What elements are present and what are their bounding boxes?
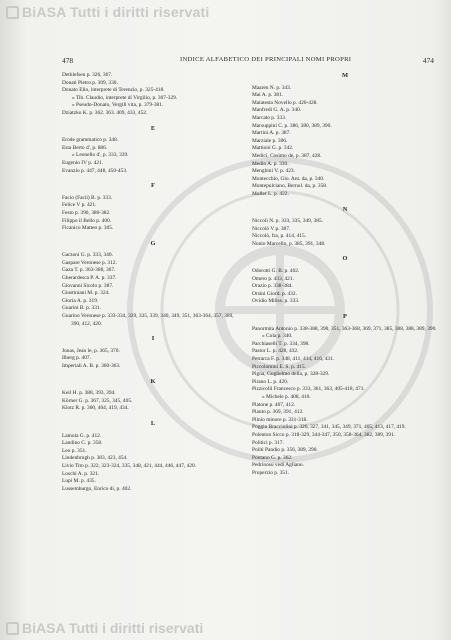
index-entry: Polenton Sicco p. 318-329, 344-347, 350, 358-364, 382, 389, 391. <box>252 431 395 438</box>
index-entry: Jonas, Jean le, p. 365, 370. <box>62 347 120 354</box>
section-letter: O <box>342 255 348 263</box>
index-entry: Imperiali A. B. p. 360-363. <box>62 363 121 369</box>
index-entry: Lussemburgo, Enrico di, p. 402. <box>62 485 132 492</box>
index-entry: Parchiaselli T. p. 334, 398. <box>252 340 310 347</box>
index-entry: Erode grammatico p. 348. <box>62 137 119 144</box>
index-entry: Körner G. p. 367, 325, 345, 405. <box>62 397 133 404</box>
index-column-left <box>62 72 244 493</box>
index-entry: Evanzio p. 447, 448, 450-453. <box>62 167 128 174</box>
index-entry: Medin A. p. 330. <box>252 160 289 167</box>
index-entry: Politi Pandio p. 356, 389, 390. <box>252 447 318 454</box>
index-entry: Petrarca F. p. 348, 411, 414, 416, 431. <box>252 356 335 362</box>
index-entry: Muller L. p. 422. <box>252 190 289 197</box>
index-entry: Marsuppini C. p. 386, 380, 389, 390. <box>252 122 332 129</box>
index-entry: Pontano G. p. 362. <box>252 454 293 461</box>
index-entry: Poggio Bracciolini p. 326, 327, 341, 345, 349, 371, 405, 413, 417, 419. <box>252 424 406 431</box>
library-logo-icon <box>6 6 19 19</box>
index-entry: Medici, Cosimo de, p. 387, 428. <box>252 152 322 159</box>
index-entry: Facio (Facii) B. p. 333. <box>62 194 113 201</box>
index-entry: Landino C. p. 358. <box>62 440 103 447</box>
index-column-right <box>252 72 438 478</box>
index-entry: Ilberg p. 407. <box>62 355 91 362</box>
index-entry: Gaspare Veronese p. 312. <box>62 259 117 266</box>
index-entry: Platone p. 407, 412. <box>252 401 296 408</box>
index-entry: Montecchio, Gio. Ant. da, p. 340. <box>252 175 325 182</box>
section-letter: L <box>150 419 156 427</box>
index-entry: » Pseudo-Donato, Vergili vita, p. 379-381. <box>72 102 164 109</box>
index-entry: Panormita Antonio p. 338-388, 390, 351, 363-368, 369, 371, 385, 388, 388, 389, 390. <box>252 325 437 332</box>
index-entry: Niccolò, fra, p. 414, 415. <box>252 233 307 240</box>
index-entry: Plinio minore p. 331-318. <box>252 416 308 423</box>
section-letter: I <box>151 335 155 343</box>
section-letter: K <box>150 377 156 385</box>
index-entry: » Michele p. 408, 410. <box>262 393 311 400</box>
section-letter: F <box>151 182 155 190</box>
index-entry: Montepulciano, Bernol. da, p. 358. <box>252 183 328 190</box>
page-number-left: 478 <box>62 56 74 65</box>
section-letter: E <box>150 124 156 132</box>
index-entry: Garzoni G. p. 333, 340. <box>62 252 113 259</box>
index-entry: Felice V p. 421. <box>62 202 97 209</box>
index-entry: Lupi M. p. 435. <box>62 478 96 485</box>
index-entry: Guarini B. p. 331. <box>62 305 101 312</box>
index-entry: Giovanni Sicolo p. 387. <box>62 282 114 289</box>
index-entry: Ficanico Matteo p. 305. <box>62 225 114 232</box>
running-header <box>62 56 434 68</box>
index-entry: Gherardesca P. A. p. 337. <box>62 275 117 282</box>
index-entry: Pedrinosu vedi Agliano. <box>252 462 304 469</box>
index-entry: Maaren N. p. 343. <box>252 84 292 91</box>
index-entry: Plauto p. 369, 391, 412. <box>252 409 304 416</box>
index-entry: Gaza T. p. 363-388, 367. <box>62 267 116 274</box>
index-entry: Guarino Veronese p. 333-334, 339, 335, 339, 340, 349, 351, 363-364, 357, 389, 390, 412, 420. <box>62 313 234 327</box>
index-entry: Pigna, Guglielmo della, p. 328-329. <box>252 371 330 378</box>
index-entry: Properzio p. 351. <box>252 469 290 476</box>
index-entry: Klotz R. p. 300, 404, 419, 434. <box>62 405 129 412</box>
index-entry: Eugenio IV p. 421. <box>62 159 104 166</box>
index-entry: Lindenbrugh p. 383, 423, 454. <box>62 455 128 462</box>
index-entry: Leo p. 351. <box>62 447 87 454</box>
watermark-bottom: BiASA Tutti i diritti riservati <box>6 620 203 636</box>
index-entry: Manfredi G. A. p. 340. <box>252 107 302 114</box>
index-entry: Donato Elio, interprete di Terenzio, p. 325-418. <box>62 87 165 94</box>
section-letter: M <box>341 72 349 79</box>
page-number-right: 474 <box>422 56 434 65</box>
index-entry: Politici p. 317. <box>252 439 284 446</box>
section-letter: P <box>343 313 347 321</box>
library-logo-icon <box>6 622 19 635</box>
index-entry: Pastor L. p. 428, 432. <box>252 348 299 355</box>
index-entry: Esta Berto d', p. 886. <box>62 144 108 151</box>
index-entry: Keil H. p. 388, 393, 394. <box>62 390 116 397</box>
index-entry: » Tib. Claudio, interprete di Virgilio, p. 307-329. <box>72 94 178 101</box>
running-title: INDICE ALFABETICO DEI PRINCIPALI NOMI PROPRI <box>180 56 352 63</box>
index-entry: Donati Pietro p. 309, 330. <box>62 79 118 86</box>
index-entry: Pirano L. p. 420. <box>252 378 289 385</box>
index-entry: Dethlefsen p. 326, 367. <box>62 72 113 78</box>
index-entry: Omero p. 433, 421. <box>252 275 294 282</box>
index-entry: Menghini V. p. 423. <box>252 168 295 175</box>
index-entry: Festo p. 390, 380-382. <box>62 209 111 216</box>
index-entry: Martini A. p. 387. <box>252 130 291 137</box>
index-entry: » Leonello d', p. 333, 339. <box>72 152 129 159</box>
section-letter: N <box>342 205 348 213</box>
index-entry: Dziatzko K. p. 362. 363. 409, 433, 452. <box>62 109 148 116</box>
index-entry: Orsini Giord. p. 432. <box>252 290 297 297</box>
index-entry: Livio Tito p. 322, 323-324, 335, 348, 421, 444, 446, 447, 420. <box>62 462 197 469</box>
index-entry: Niccoli N. p. 333, 335, 349, 385. <box>252 218 323 225</box>
index-entry: Gloria A. p. 319. <box>62 297 99 304</box>
index-entry: Nonio Marcello, p. 385, 391, 348. <box>252 240 326 247</box>
index-entry: » Cola p. 340. <box>262 333 293 340</box>
index-entry: Orazio p. 338-384. <box>252 283 293 290</box>
index-entry: Marziale p. 306. <box>252 137 288 144</box>
index-entry: Ovidio Miliss. p. 333. <box>252 298 300 305</box>
index-entry: Piccolomini E. S. p. 415. <box>252 363 306 370</box>
section-letter: G <box>150 239 156 247</box>
watermark-top: BiASA Tutti i diritti riservati <box>6 4 209 20</box>
index-entry: Giustiniani M. p. 324. <box>62 290 110 297</box>
index-entry: Pizzicolli Francesco p. 333, 361, 363, 405-418, 471. <box>252 386 365 393</box>
index-entry: Odorotti G. B. p. 402. <box>252 268 300 275</box>
index-entry: Niccolò V p. 387. <box>252 225 291 232</box>
index-entry: Mattioni G. p. 342. <box>252 145 294 152</box>
index-entry: Marcato p. 333. <box>252 114 287 121</box>
index-entry: Lamola G. p. 412. <box>62 432 102 439</box>
index-entry: Malatesta Novello p. 420-428. <box>252 99 318 106</box>
index-entry: Filippo il Bello p. 400. <box>62 217 112 224</box>
index-entry: Mai A. p. 381. <box>252 92 284 99</box>
index-entry: Loschi A. p. 321. <box>62 470 100 477</box>
